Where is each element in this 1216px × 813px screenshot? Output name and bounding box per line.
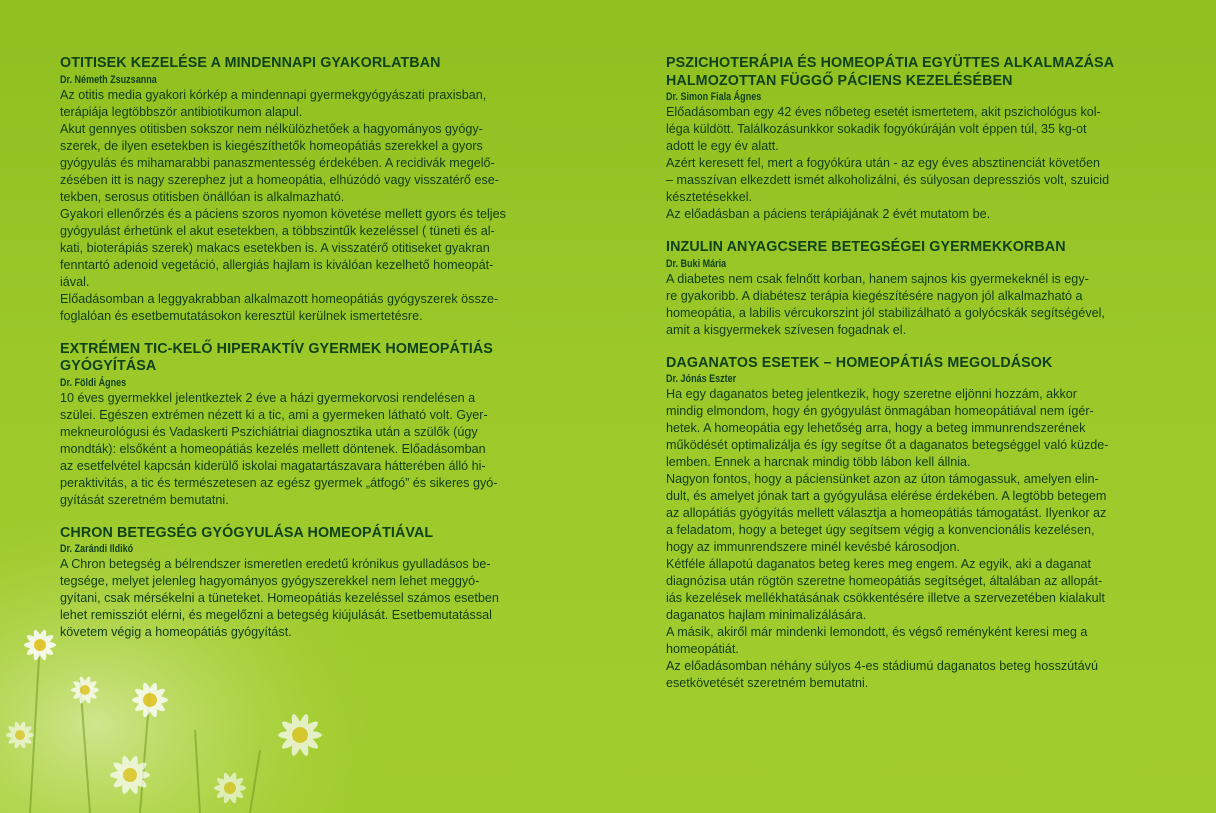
body-text-line: Akut gennyes otitisben sokszor nem nélkülözhetőek a hagyományos gyógy- — [60, 121, 483, 136]
article-title-line: HALMOZOTTAN FÜGGŐ PÁCIENS KEZELÉSÉBEN — [666, 72, 1013, 89]
body-text-line: peraktivitás, a tic és természetesen az egész gyermek „átfogó” és sikeres gyó- — [60, 475, 498, 490]
body-text-line: gyógyulás és mihamarabbi panaszmentesség érdekében. A recidivák megelő- — [60, 155, 495, 170]
body-text-line: Kétféle állapotú daganatos beteg keres meg engem. Az egyik, aki a daganat — [666, 557, 1091, 571]
article-body — [60, 87, 551, 325]
right-column — [666, 55, 1158, 708]
body-text-line: Az előadásomban néhány súlyos 4-es stádiumú daganatos beteg hosszútávú — [666, 659, 1098, 673]
body-text-line: Ha egy daganatos beteg jelentkezik, hogy szeretne eljönni hozzám, akkor — [666, 387, 1077, 401]
article-author: Dr. Földi Ágnes — [60, 376, 127, 389]
article-title-line: GYÓGYÍTÁSA — [60, 358, 157, 374]
body-text-line: késztetésekkel. — [666, 190, 753, 204]
body-text-line: esetkövetését szeretném bemutatni. — [666, 676, 869, 690]
article-body — [666, 271, 1158, 339]
article-section — [666, 55, 1158, 223]
body-text-line: Nagyon fontos, hogy a páciensünket azon az úton támogassuk, amelyen elin- — [666, 472, 1099, 486]
article-author: Dr. Zarándi Ildikó — [60, 543, 134, 555]
body-text-line: hetek. A homeopátia egy lehetőség arra, hogy a beteg immunrendszerének — [666, 421, 1086, 435]
article-title — [666, 355, 1158, 373]
body-text-line: fenntartó adenoid vegetáció, allergiás hajlam is kiválóan kezelhető homeopát- — [60, 257, 494, 272]
body-text-line: homeopátiát. — [666, 642, 739, 656]
article-title — [60, 55, 551, 73]
body-text-line: gyítani, csak mérsékelni a tüneteket. Homeopátiás kezeléssel számos esetben — [60, 591, 499, 605]
article-section — [666, 239, 1158, 339]
body-text-line: tekben, serosus otitisben önállóan is alkalmazható. — [60, 189, 345, 204]
article-author: Dr. Németh Zsuzsanna — [60, 73, 157, 86]
body-text-line: amit a kisgyermekek szívesen fogadnak el. — [666, 322, 907, 337]
body-text-line: a feladatom, hogy a beteget úgy segítsem végig a konvencionális kezelésen, — [666, 523, 1095, 537]
body-text-line: terápiája legtöbbször antibiotikumon alapul. — [60, 104, 303, 119]
article-title — [60, 341, 551, 376]
body-text-line: Az előadásban a páciens terápiájának 2 évét mutatom be. — [666, 207, 991, 221]
body-text-line: daganatos hajlam minimalizálására. — [666, 608, 867, 622]
body-text-line: követem végig a homeopátiás gyógyítást. — [60, 625, 292, 639]
article-section — [60, 525, 551, 642]
article-title-line: DAGANATOS ESETEK – HOMEOPÁTIÁS MEGOLDÁSOK — [666, 354, 1053, 371]
body-text-line: tegsége, melyet jelenleg hagyományos gyógyszerekkel nem lehet meggyó- — [60, 574, 480, 588]
article-title — [666, 239, 1158, 257]
body-text-line: A diabetes nem csak felnőtt korban, hanem sajnos kis gyermekeknél is egy- — [666, 271, 1089, 286]
body-text-line: dult, és amelyet jónak tart a gyógyulása elérése érdekében. A legtöbb betegem — [666, 489, 1107, 503]
article-section — [666, 355, 1158, 693]
body-text-line: mindig elmondom, hogy én gyógyulást önmagában homeopátiával nem ígér- — [666, 404, 1094, 418]
body-text-line: zésében itt is nagy szerephez jut a homeopátia, elhúzódó vagy visszatérő ese- — [60, 172, 499, 187]
body-text-line: iával. — [60, 274, 90, 289]
article-title-line: INZULIN ANYAGCSERE BETEGSÉGEI GYERMEKKORBAN — [666, 239, 1066, 255]
article-section — [60, 55, 551, 325]
body-text-line: gyógyulást érhetünk el akut esetekben, a többszintűk kezeléssel ( tüneti és al- — [60, 223, 495, 238]
body-text-line: lemben. Ennek a harcnak mindig több lábon kell állnia. — [666, 455, 971, 469]
body-text-line: az esetfelvétel kapcsán kiderülő iskolai magatartászavara hátterében álló hi- — [60, 458, 486, 473]
body-text-line: szülei. Egészen extrémen nézett ki a tic, ami a gyermeken látható volt. Gyer- — [60, 407, 488, 422]
body-text-line: lehet remissziót elérni, és megelőzni a betegség kiújulását. Esetbemutatással — [60, 608, 492, 622]
article-author: Dr. Simon Fiala Ágnes — [666, 91, 762, 103]
body-text-line: Gyakori ellenőrzés és a páciens szoros nyomon követése mellett gyors és teljes — [60, 206, 506, 221]
body-text-line: homeopátia, a labilis vércukorszint jól stabilizálható a golyócskák segítségével, — [666, 305, 1105, 320]
body-text-line: 10 éves gyermekkel jelentkeztek 2 éve a házi gyermekorvosi rendelésen a — [60, 390, 476, 405]
article-title — [60, 525, 551, 543]
body-text-line: Azért keresett fel, mert a fogyókúra után - az egy éves absztinenciát követően — [666, 156, 1101, 170]
article-section — [60, 341, 551, 509]
body-text-line: – masszívan elkezdett ismét alkoholizálni, és súlyosan depressziós volt, szuicid — [666, 173, 1110, 187]
body-text-line: foglalóan és esetbemutatásokon keresztül kerülnek ismertetésre. — [60, 308, 423, 323]
body-text-line: A Chron betegség a bélrendszer ismeretlen eredetű krónikus gyulladásos be- — [60, 557, 491, 571]
article-body — [666, 104, 1158, 223]
body-text-line: iás kezelések mellékhatásának csökkentésére illetve a szervezetében kialakult — [666, 591, 1105, 605]
body-text-line: szerek, de ilyen esetekben is kiegészíthetők homeopátiás szerekkel a gyors — [60, 138, 483, 153]
body-text-line: léga küldött. Találkozásunkkor sokadik fogyókúráján volt éppen túl, 35 kg-ot — [666, 122, 1087, 136]
article-body — [60, 390, 551, 509]
article-body — [666, 386, 1158, 692]
body-text-line: mekneurológusi és Vadaskerti Pszichiátriai diagnosztika után a szülők (úgy — [60, 424, 478, 439]
body-text-line: az allopátiás gyógyítás mellett választja a homeopátiás támogatást. Ilyenkor az — [666, 506, 1107, 520]
article-body — [60, 556, 551, 641]
article-title-line: CHRON BETEGSÉG GYÓGYULÁSA HOMEOPÁTIÁVAL — [60, 524, 434, 541]
body-text-line: Előadásomban a leggyakrabban alkalmazott homeopátiás gyógyszerek össze- — [60, 291, 499, 306]
body-text-line: gyítását szeretném bemutatni. — [60, 492, 229, 507]
body-text-line: kati, bioterápiás szerek) makacs esetekben is. A visszatérő otitiseket gyakran — [60, 240, 490, 255]
body-text-line: adott le egy év alatt. — [666, 139, 779, 153]
body-text-line: Előadásomban egy 42 éves nőbeteg esetét ismertetem, akit pszichológus kol- — [666, 105, 1101, 119]
article-title-line: OTITISEK KEZELÉSE A MINDENNAPI GYAKORLATBAN — [60, 55, 441, 71]
article-title-line: EXTRÉMEN TIC-KELŐ HIPERAKTÍV GYERMEK HOMEOPÁTIÁS — [60, 340, 493, 357]
body-text-line: mondták): elsőként a homeopátiás kezelés mellett döntenek. Előadásomban — [60, 441, 486, 456]
article-title-line: PSZICHOTERÁPIA ÉS HOMEOPÁTIA EGYÜTTES ALKALMAZÁSA — [666, 55, 1115, 71]
body-text-line: hogy az immunrendszere minél kevésbé károsodjon. — [666, 540, 961, 554]
body-text-line: A másik, akiről már mindenki lemondott, és végső reményként keresi meg a — [666, 625, 1088, 639]
article-author: Dr. Jónás Eszter — [666, 373, 737, 385]
article-author: Dr. Buki Mária — [666, 257, 727, 270]
body-text-line: re gyakoribb. A diabétesz terápia kiegészítésére nagyon jól alkalmazható a — [666, 288, 1083, 303]
body-text-line: diagnózisa után rögtön szeretne homeopátiás segítséget, általában az allopát- — [666, 574, 1103, 588]
body-text-line: Az otitis media gyakori kórkép a mindennapi gyermekgyógyászati praxisban, — [60, 87, 487, 102]
left-column — [60, 55, 551, 657]
body-text-line: működését optimalizálja és így segítse őt a daganatos betegséggel való küzde- — [666, 438, 1109, 452]
article-title — [666, 55, 1158, 90]
